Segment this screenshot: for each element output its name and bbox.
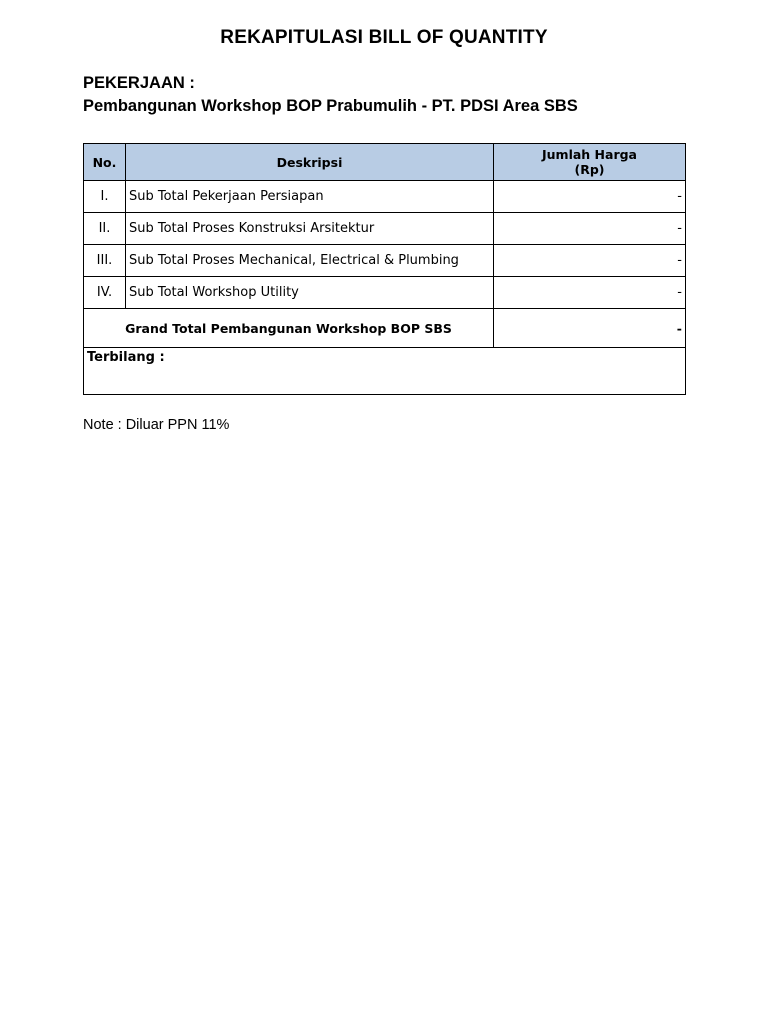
header-description: Deskripsi xyxy=(126,144,494,181)
row-description: Sub Total Pekerjaan Persiapan xyxy=(126,181,494,213)
row-amount: - xyxy=(494,181,686,213)
row-no: IV. xyxy=(84,277,126,309)
work-label: PEKERJAAN : xyxy=(83,74,195,92)
in-words-label: Terbilang : xyxy=(84,348,686,395)
row-description: Sub Total Workshop Utility xyxy=(126,277,494,309)
header-amount-line2: (Rp) xyxy=(574,162,605,177)
in-words-row xyxy=(84,348,686,395)
table-row xyxy=(84,181,686,213)
table-header-row xyxy=(84,144,686,181)
table-row xyxy=(84,245,686,277)
grand-total-amount: - xyxy=(494,309,686,348)
work-name: Pembangunan Workshop BOP Prabumulih - PT. PDSI Area SBS xyxy=(83,97,578,115)
table-row xyxy=(84,213,686,245)
row-amount: - xyxy=(494,213,686,245)
grand-total-row xyxy=(84,309,686,348)
row-description: Sub Total Proses Mechanical, Electrical & Plumbing xyxy=(126,245,494,277)
header-no: No. xyxy=(84,144,126,181)
row-amount: - xyxy=(494,245,686,277)
row-description: Sub Total Proses Konstruksi Arsitektur xyxy=(126,213,494,245)
row-no: I. xyxy=(84,181,126,213)
row-amount: - xyxy=(494,277,686,309)
tax-note: Note : Diluar PPN 11% xyxy=(83,417,230,433)
header-amount-line1: Jumlah Harga xyxy=(542,147,637,162)
header-amount xyxy=(494,144,686,181)
row-no: III. xyxy=(84,245,126,277)
table-row xyxy=(84,277,686,309)
row-no: II. xyxy=(84,213,126,245)
boq-summary-table xyxy=(83,143,686,395)
grand-total-label: Grand Total Pembangunan Workshop BOP SBS xyxy=(84,309,494,348)
document-title: REKAPITULASI BILL OF QUANTITY xyxy=(220,27,548,48)
